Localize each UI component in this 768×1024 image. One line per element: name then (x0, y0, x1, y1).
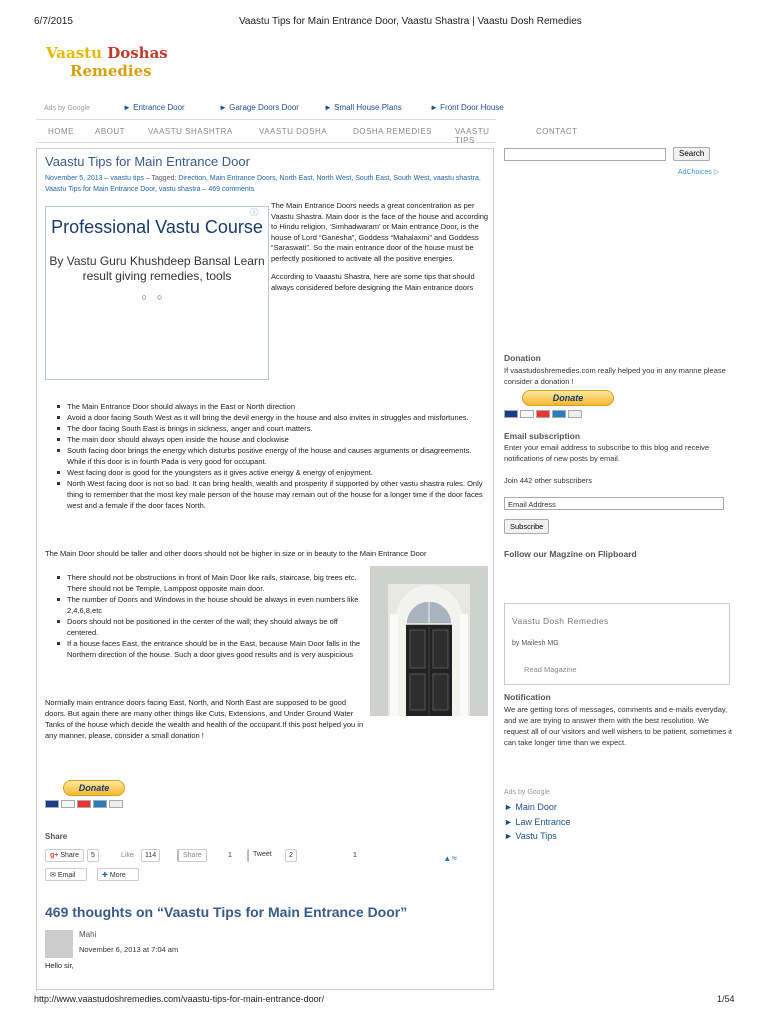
para2-donation-note: If this post helped you in any manner, please, consider a small donation ! (45, 720, 364, 740)
site-logo[interactable] (46, 44, 168, 80)
para2-text: Normally main entrance doors facing East, North, and North East are supposed to be good doors. But again there are many other things like Cuts, Extensions, and Under Ground Water Tanks of the house which decide the wealth and health of the occupant. (45, 698, 354, 729)
print-date: 6/7/2015 (34, 16, 73, 27)
nav-vaastu-shashtra[interactable]: VAASTU SHASHTRA (148, 127, 233, 136)
avatar (45, 930, 73, 958)
gplus-share-button[interactable] (45, 849, 84, 862)
nav-dosha-remedies[interactable]: DOSHA REMEDIES (353, 127, 433, 136)
card-icon (45, 800, 59, 808)
list-item: The main door should always open inside the house and clockwise (55, 434, 487, 445)
list-item: West facing door is good for the youngsters as it gives active energy & energy of enjoyment. (55, 467, 487, 478)
search-input[interactable] (504, 148, 666, 161)
gplus-icon: g+ (50, 852, 59, 859)
nav-about[interactable]: ABOUT (95, 127, 126, 136)
read-magazine-link[interactable]: Read Magazine (524, 665, 577, 674)
notification-text: We are getting tons of messages, comments and e-mails everyday, and we are trying to answer them with the best resolution. We request all of our visitors and well wishers to be patient, sometimes it can take longer time than we expect. (504, 705, 733, 747)
list-item: Doors should not be positioned in the center of the wall; they should always be off centered. (55, 616, 363, 638)
tweet-count: 2 (285, 849, 297, 862)
main-nav (36, 119, 578, 145)
ad-link-small-house-plans[interactable]: ► Small House Plans (324, 103, 402, 112)
print-page-number: 1/54 (717, 994, 735, 1004)
logo-word-remedies: Remedies (70, 62, 152, 80)
sidebar-ad-link-vastu-tips[interactable]: ► Vastu Tips (504, 831, 557, 841)
card-icon (77, 800, 91, 808)
flipboard-title: Follow our Magzine on Flipboard (504, 549, 637, 559)
email-subscription-title: Email subscription (504, 431, 581, 441)
sidebar-ads-by-google: Ads by Google (504, 789, 550, 796)
paragraph-entrance-directions (45, 697, 365, 741)
subscriber-count: Join 442 other subscribers (504, 476, 592, 485)
card-icon (536, 410, 550, 418)
email-subscription-text: Enter your email address to subscribe to this blog and receive notifications of new posts by email. (504, 443, 710, 463)
gplus-share-label: Share (60, 852, 80, 859)
tips-list-1 (55, 401, 487, 511)
logo-word-doshas: Doshas (107, 44, 168, 62)
vastu-course-ad[interactable] (45, 206, 269, 380)
post-intro (271, 201, 491, 301)
card-icon (61, 800, 75, 808)
list-item: Avoid a door facing South West as it will bring the devil energy in the house and also invites in struggles and misfortunes. (55, 412, 487, 423)
ad-carousel-dots[interactable]: ○○ (141, 292, 173, 302)
comment-date[interactable]: November 6, 2013 at 7:04 am (79, 945, 179, 954)
print-footer-url: http://www.vaastudoshremedies.com/vaastu-tips-for-main-entrance-door/ (34, 994, 325, 1004)
more-icon: ✚ (102, 872, 108, 879)
nav-home[interactable]: HOME (48, 127, 74, 136)
ad-link-garage-doors[interactable]: ► Garage Doors Door (219, 103, 299, 112)
list-item: The number of Doors and Windows in the house should be always in even numbers like 2,4,6,8,etc (55, 594, 363, 616)
fb-share-count: 1 (228, 852, 232, 859)
list-item: There should not be obstructions in front of Main Door like rails, staircase, big trees etc. There should not be Temple, Lamppost opposite main door. (55, 572, 363, 594)
subscribe-button[interactable]: Subscribe (504, 519, 549, 534)
nav-vaastu-dosha[interactable]: VAASTU DOSHA (259, 127, 328, 136)
card-icon (109, 800, 123, 808)
meta-comments-link[interactable]: 469 comments (208, 186, 255, 193)
meta-sep: – (102, 175, 111, 182)
email-icon: ✉ (50, 872, 56, 879)
ad-link-entrance-door[interactable]: ► Entrance Door (123, 103, 185, 112)
ad-heading: Professional Vastu Course (51, 217, 263, 237)
meta-category[interactable]: vaastu tips (110, 175, 144, 182)
email-field[interactable]: Email Address (504, 497, 724, 510)
list-item: The door facing South East is brings in sickness, anger and court matters. (55, 423, 487, 434)
more-share-label: More (109, 872, 126, 879)
door-illustration (370, 566, 488, 716)
paragraph-main-door-height: The Main Door should be taller and other doors should not be higher in size or in beauty to the Main Entrance Door (45, 549, 427, 558)
extra-share-count: 1 (353, 852, 357, 859)
logo-word-vaastu: Vaastu (46, 44, 102, 62)
intro-paragraph-2: According to Vaaastu Shastra, here are some tips that should always considered before designing the Main entrance doors (271, 272, 475, 292)
card-icon (568, 410, 582, 418)
card-icon (520, 410, 534, 418)
card-icon (504, 410, 518, 418)
card-icon (552, 410, 566, 418)
nav-contact[interactable]: CONTACT (536, 127, 578, 136)
list-item: South facing door brings the energy which disturbs positive energy of the house and causes arguments or disagreements. While if this door is in fourth Pada is very good for occupant. (55, 445, 487, 467)
payment-cards-sidebar (504, 410, 582, 418)
more-share-button[interactable] (97, 868, 139, 881)
email-share-label: Email (57, 872, 76, 879)
tips-list-2 (55, 572, 363, 660)
comment-text: Hello sir, (45, 961, 74, 970)
donation-widget-title: Donation (504, 353, 541, 363)
sidebar-ad-link-law-entrance[interactable]: ► Law Entrance (504, 817, 571, 827)
notification-title: Notification (504, 692, 551, 702)
gplus-count: 5 (87, 849, 99, 862)
meta-tags[interactable]: Direction, Main Entrance Doors, North East, North West, South East, South West, vaastu shastra, Vaastu Tips for Main Entrance Door, vastu shastra (45, 175, 481, 193)
payment-cards-main (45, 800, 123, 808)
list-item: If a house faces East, the entrance should be in the East, because Main Door falls in the Northern direction of the house. Such a door gives good results and is very auspicious (55, 638, 363, 660)
meta-sep-2: – (200, 186, 209, 193)
donation-widget-text: If vaastudoshremedies.com really helped you in any manne please consider a donation ! (504, 366, 726, 386)
ad-link-front-door-house[interactable]: ► Front Door House (430, 103, 504, 112)
ads-by-google-label: Ads by Google (44, 105, 90, 112)
magazine-author: by Mailesh MG (512, 640, 559, 647)
sidebar-ad-link-main-door[interactable]: ► Main Door (504, 802, 557, 812)
tweet-button[interactable]: Tweet (247, 849, 276, 862)
print-title: Vaastu Tips for Main Entrance Door, Vaastu Shastra | Vaastu Dosh Remedies (239, 16, 582, 27)
like-label[interactable]: Like (121, 852, 134, 859)
sidebar-donate-button[interactable]: Donate (522, 390, 614, 406)
post-title[interactable]: Vaastu Tips for Main Entrance Door (45, 154, 250, 169)
post-meta (45, 173, 485, 195)
meta-date[interactable]: November 5, 2013 (45, 175, 103, 182)
pin-icon[interactable]: ▴ ≈ (445, 853, 457, 863)
comment-author[interactable]: Mahi (79, 930, 97, 939)
donate-button[interactable]: Donate (63, 780, 125, 796)
meta-tagged-label: – Tagged: (143, 175, 179, 182)
search-button[interactable]: Search (673, 147, 710, 161)
fb-share-button[interactable]: Share (177, 849, 207, 862)
like-count: 114 (141, 849, 160, 862)
card-icon (93, 800, 107, 808)
intro-paragraph-1: The Main Entrance Doors needs a great concentration as per Vaastu Shastra. Main door is the face of the house and according to Hindu religion, ‘Simhadwaram’ or Main entrance Door, is the house of Lord “Ganesha”, Goddess “Mahalaxmi” and Goddess “Saraswati”. So the main entrance door of the house must be perfectly positioned to activate all the positive energies. (271, 201, 489, 263)
share-label: Share (45, 832, 68, 841)
adchoices-icon[interactable]: ⓘ (250, 208, 258, 217)
email-share-button[interactable] (45, 868, 87, 881)
door-photo (370, 566, 488, 716)
nav-vaastu-tips[interactable]: VAASTU TIPS (455, 127, 490, 145)
donate-widget-main (63, 780, 125, 796)
comments-title: 469 thoughts on “Vaastu Tips for Main Entrance Door” (45, 904, 408, 920)
list-item: North West facing door is not so bad. It can bring health, wealth and prosperity if supported by other vastu shastra rules. Only thing to remember that the most key male person of the house may remain out of the house for a longer time if the door faces west and a female if the door faces North. (55, 478, 487, 511)
list-item: The Main Entrance Door should always in the East or North direction (55, 401, 487, 412)
magazine-title: Vaastu Dosh Remedies (512, 616, 609, 626)
ad-body: By Vastu Guru Khushdeep Bansal Learn result giving remedies, tools (49, 254, 265, 283)
adchoices-link[interactable]: AdChoices ▷ (678, 169, 720, 176)
